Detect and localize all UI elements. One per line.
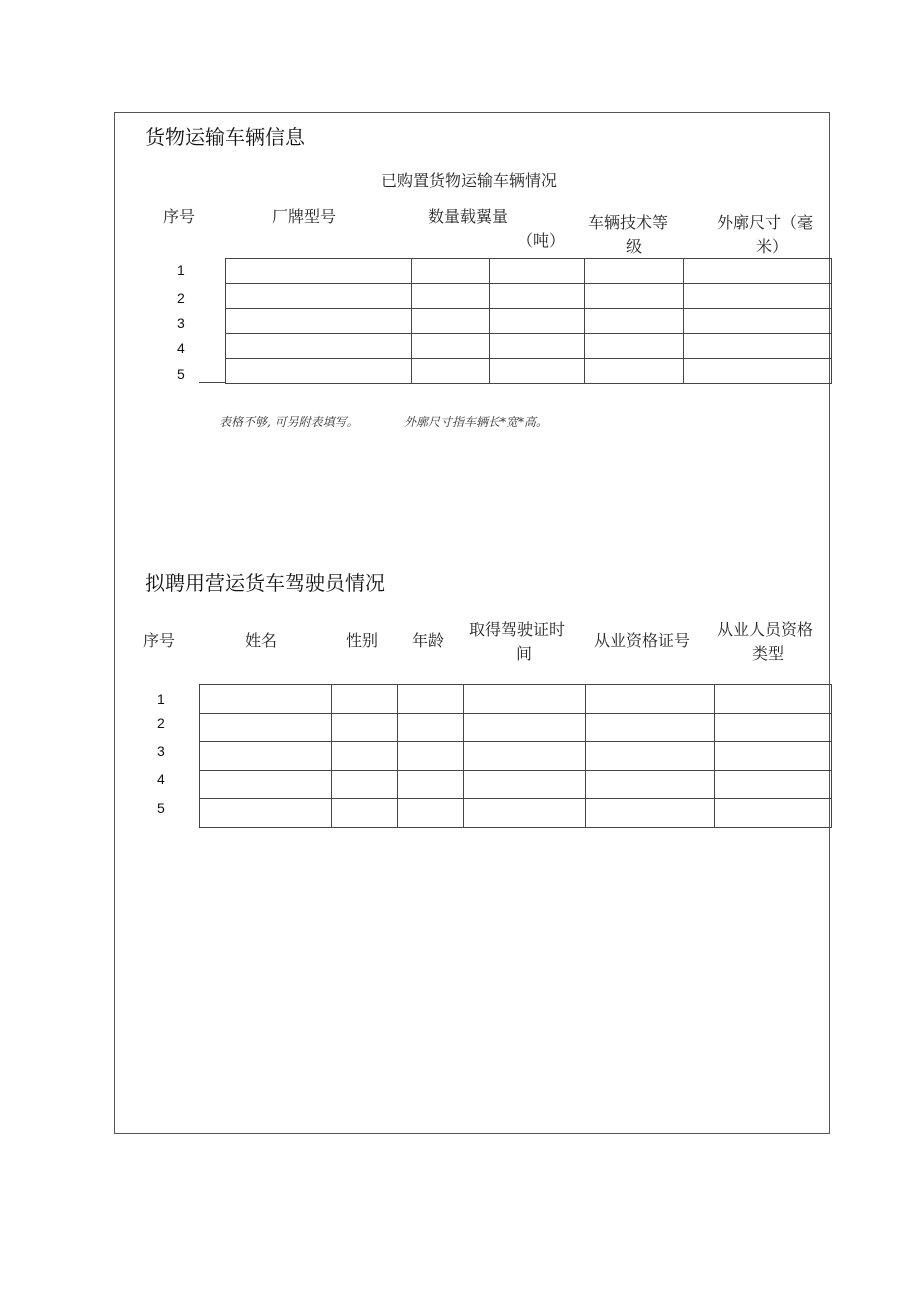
driver-license-time-cell[interactable] [464, 771, 586, 799]
driver-name-cell[interactable] [200, 685, 332, 714]
vehicle-row-number: 1 [177, 262, 185, 278]
vehicle-capacity-cell[interactable] [490, 359, 585, 384]
driver-name-cell[interactable] [200, 742, 332, 771]
table-row [200, 685, 832, 714]
vehicle-dimensions-cell[interactable] [684, 334, 832, 359]
driver-age-cell[interactable] [398, 742, 464, 771]
vehicle-quantity-cell[interactable] [412, 334, 490, 359]
vehicle-brand-model-cell[interactable] [226, 309, 412, 334]
vehicle-tech-grade-cell[interactable] [585, 284, 684, 309]
driver-name-cell[interactable] [200, 799, 332, 828]
driver-header-cert-type-line1: 从业人员资格 [717, 620, 814, 639]
vehicle-header-capacity-unit: （吨） [517, 231, 566, 250]
vehicle-quantity-cell[interactable] [412, 359, 490, 384]
driver-row-number: 4 [157, 771, 165, 787]
driver-table [199, 684, 832, 828]
vehicle-capacity-cell[interactable] [490, 334, 585, 359]
vehicle-capacity-cell[interactable] [490, 259, 585, 284]
driver-header-seq: 序号 [143, 631, 176, 650]
driver-header-cert-no: 从业资格证号 [594, 631, 691, 650]
table-row [226, 359, 832, 384]
vehicle-quantity-cell[interactable] [412, 309, 490, 334]
table-row [200, 799, 832, 828]
driver-row-number: 2 [157, 715, 165, 731]
vehicle-quantity-cell[interactable] [412, 284, 490, 309]
vehicle-brand-model-cell[interactable] [226, 359, 412, 384]
vehicle-dimensions-cell[interactable] [684, 359, 832, 384]
vehicle-dimensions-cell[interactable] [684, 284, 832, 309]
driver-name-cell[interactable] [200, 714, 332, 742]
vehicle-note-extra-sheets: 表格不够, 可另附表填写。 [219, 415, 359, 429]
driver-gender-cell[interactable] [332, 714, 398, 742]
vehicle-brand-model-cell[interactable] [226, 334, 412, 359]
driver-row-number: 3 [157, 743, 165, 759]
vehicle-tech-grade-cell[interactable] [585, 259, 684, 284]
vehicle-capacity-cell[interactable] [490, 309, 585, 334]
driver-header-name: 姓名 [245, 631, 278, 650]
table-row [226, 284, 832, 309]
table-row [200, 742, 832, 771]
vehicle-row-number: 2 [177, 290, 185, 306]
vehicle-row-number: 5 [177, 366, 185, 382]
driver-license-time-cell[interactable] [464, 714, 586, 742]
table-row [226, 259, 832, 284]
vehicle-tech-grade-cell[interactable] [585, 309, 684, 334]
driver-cert-type-cell[interactable] [715, 685, 832, 714]
driver-cert-type-cell[interactable] [715, 771, 832, 799]
driver-cert-type-cell[interactable] [715, 742, 832, 771]
driver-cert-no-cell[interactable] [586, 714, 715, 742]
vehicle-table [225, 258, 832, 384]
table-row [226, 334, 832, 359]
driver-header-gender: 性别 [346, 631, 379, 650]
vehicle-brand-model-cell[interactable] [226, 284, 412, 309]
vehicle-row-number: 4 [177, 340, 185, 356]
table-row [200, 714, 832, 742]
driver-header-age: 年龄 [412, 631, 445, 650]
driver-gender-cell[interactable] [332, 742, 398, 771]
driver-license-time-cell[interactable] [464, 799, 586, 828]
driver-license-time-cell[interactable] [464, 685, 586, 714]
vehicle-header-brand-model: 厂牌型号 [272, 207, 337, 226]
driver-cert-no-cell[interactable] [586, 685, 715, 714]
driver-cert-type-cell[interactable] [715, 799, 832, 828]
driver-gender-cell[interactable] [332, 771, 398, 799]
driver-gender-cell[interactable] [332, 685, 398, 714]
vehicle-header-seq: 序号 [163, 207, 196, 226]
driver-cert-type-cell[interactable] [715, 714, 832, 742]
vehicle-quantity-cell[interactable] [412, 259, 490, 284]
vehicle-brand-model-cell[interactable] [226, 259, 412, 284]
vehicle-note-dimensions: 外廓尺寸指车辆长*宽*高。 [404, 415, 549, 429]
driver-cert-no-cell[interactable] [586, 742, 715, 771]
vehicle-section-title: 货物运输车辆信息 [145, 125, 305, 149]
driver-age-cell[interactable] [398, 799, 464, 828]
vehicle-header-tech-grade-line1: 车辆技术等 [588, 213, 669, 232]
driver-license-time-cell[interactable] [464, 742, 586, 771]
vehicle-table-underline [199, 382, 226, 383]
driver-header-license-time-line1: 取得驾驶证时 [469, 620, 566, 639]
vehicle-header-capacity: 数量载翼量 [428, 207, 509, 226]
vehicle-dimensions-cell[interactable] [684, 309, 832, 334]
driver-cert-no-cell[interactable] [586, 799, 715, 828]
vehicle-tech-grade-cell[interactable] [585, 334, 684, 359]
driver-age-cell[interactable] [398, 685, 464, 714]
vehicle-table-subtitle: 已购置货物运输车辆情况 [381, 171, 558, 190]
vehicle-header-tech-grade-line2: 级 [626, 237, 643, 256]
driver-row-number: 5 [157, 800, 165, 816]
table-row [226, 309, 832, 334]
vehicle-header-dimensions-line2: 米） [756, 237, 789, 256]
table-row [200, 771, 832, 799]
driver-gender-cell[interactable] [332, 799, 398, 828]
driver-age-cell[interactable] [398, 771, 464, 799]
driver-section-title: 拟聘用营运货车驾驶员情况 [145, 571, 385, 595]
vehicle-row-number: 3 [177, 315, 185, 331]
driver-header-cert-type-line2: 类型 [752, 644, 785, 663]
driver-row-number: 1 [157, 691, 165, 707]
vehicle-tech-grade-cell[interactable] [585, 359, 684, 384]
vehicle-dimensions-cell[interactable] [684, 259, 832, 284]
vehicle-header-dimensions-line1: 外廓尺寸（毫 [717, 213, 814, 232]
driver-cert-no-cell[interactable] [586, 771, 715, 799]
driver-age-cell[interactable] [398, 714, 464, 742]
vehicle-capacity-cell[interactable] [490, 284, 585, 309]
driver-name-cell[interactable] [200, 771, 332, 799]
driver-header-license-time-line2: 间 [516, 644, 533, 663]
